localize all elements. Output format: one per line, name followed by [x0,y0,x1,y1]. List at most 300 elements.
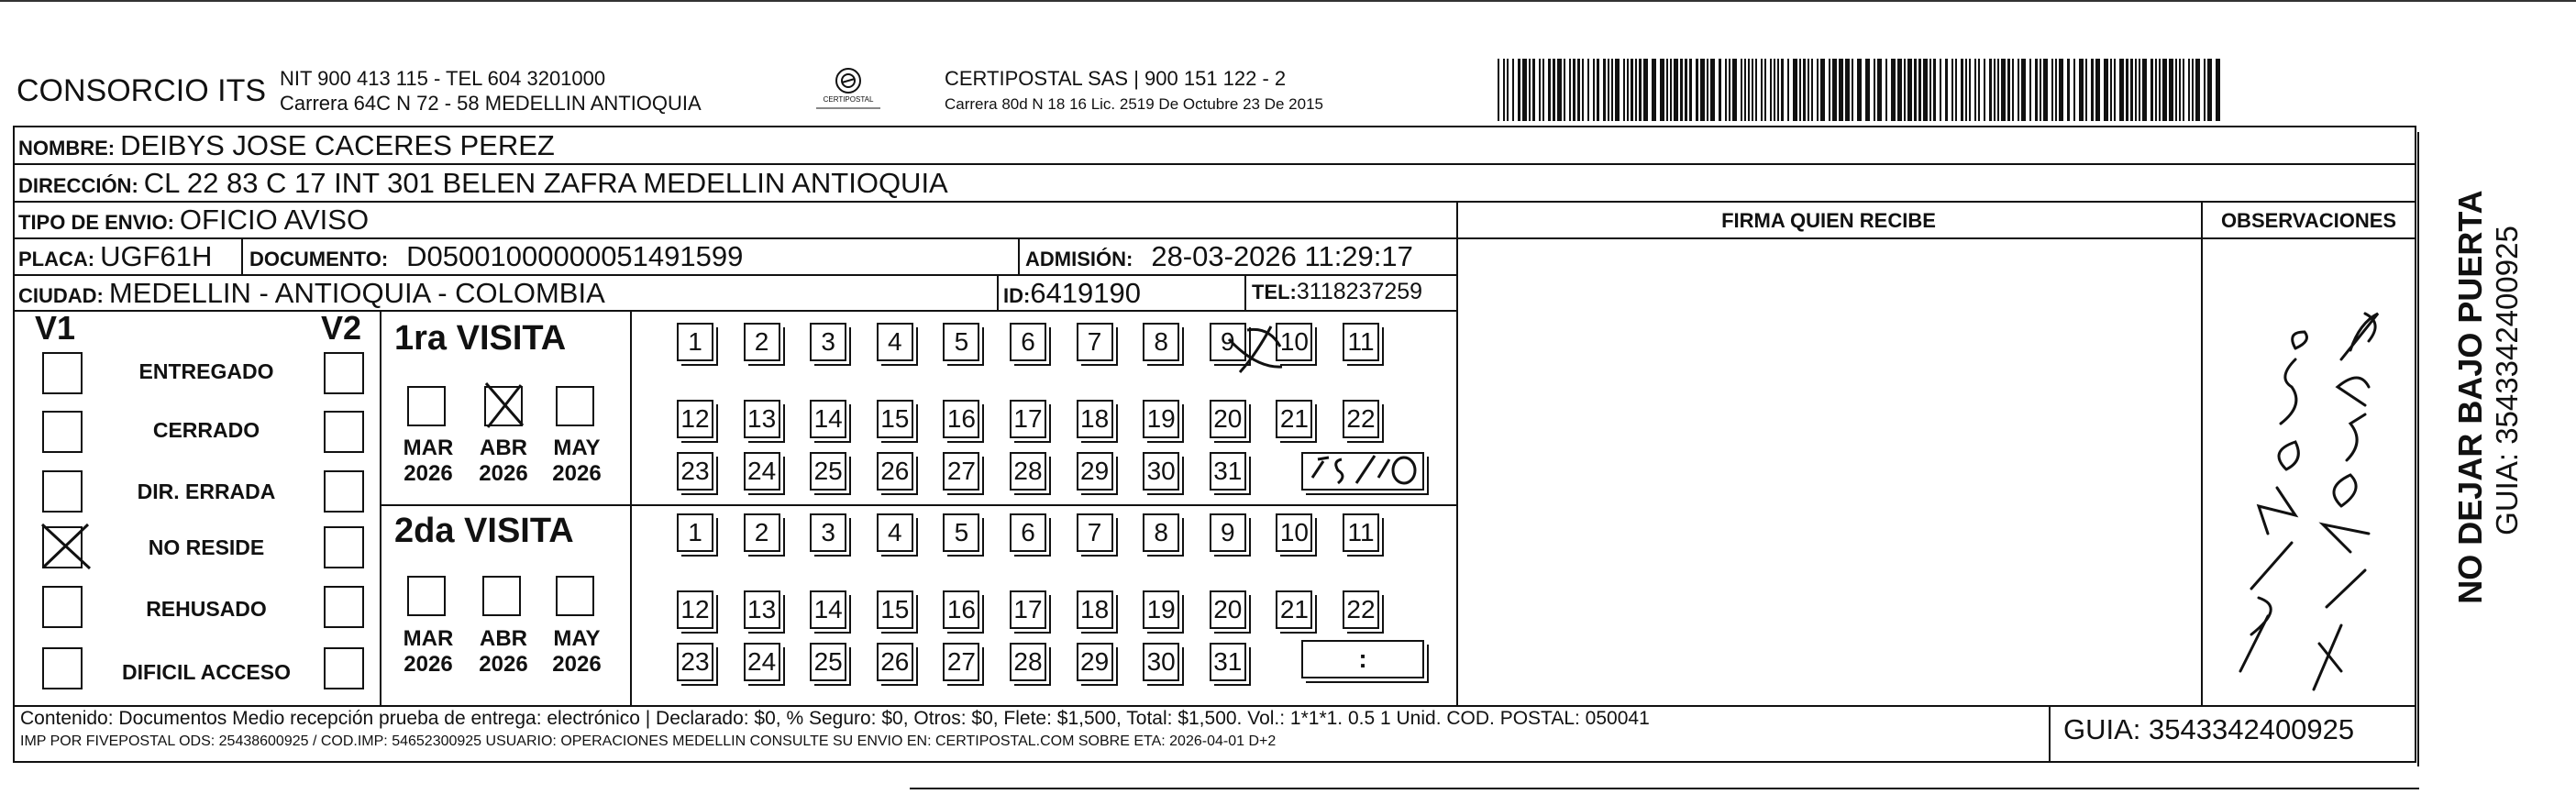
barcode-bar [1639,59,1642,121]
form-right-shadow [2417,132,2419,766]
visit1-day-21[interactable]: 21 [1276,400,1312,438]
status-entregado: ENTREGADO [138,359,274,383]
visit1-day-10[interactable]: 10 [1276,323,1312,361]
barcode-bar [1608,59,1609,121]
barcode-bar [1623,59,1625,121]
v2-checkbox-rehusado[interactable] [324,586,364,628]
barcode-bar [2204,59,2206,121]
barcode-bar [1529,59,1531,121]
visit1-day-8[interactable]: 8 [1143,323,1179,361]
visit1-day-23[interactable]: 23 [677,452,713,491]
visit2-day-28[interactable]: 28 [1010,643,1046,681]
barcode-bar [1577,59,1580,121]
barcode-bar [2119,59,2124,121]
barcode-bar [2018,59,2019,121]
barcode-bar [1635,59,1637,121]
visit2-day-13[interactable]: 13 [744,590,780,629]
barcode-bar [1553,59,1555,121]
barcode-bar [2035,59,2038,121]
visit-divider [380,504,1456,506]
v1-checkbox-dir-errada[interactable] [42,470,83,513]
barcode-bar [1874,59,1875,121]
plate-label: PLACA: [18,248,95,270]
tel-divider [1244,274,1246,310]
visit1-month-mar-checkbox[interactable] [407,386,446,426]
barcode-bar [1897,59,1902,121]
barcode-bar [2188,59,2190,121]
visit1-day-9[interactable]: 9 [1210,323,1246,361]
barcode-bar [1793,59,1797,121]
name-value: DEIBYS JOSE CACERES PEREZ [120,129,555,161]
barcode-bar [2192,59,2194,121]
barcode-bar [1597,59,1599,121]
id-label: ID: [1003,284,1031,307]
barcode-bar [1548,59,1551,121]
status-no-reside: NO RESIDE [148,535,265,559]
barcode-bar [1752,59,1753,121]
footer-guide-number: GUIA: 3543342400925 [2063,713,2355,745]
barcode-bar [1719,59,1721,121]
side-warning-text: NO DEJAR BAJO PUERTA [2451,190,2489,604]
visit2-day-14[interactable]: 14 [810,590,846,629]
certipostal-logo [807,64,890,116]
visit1-day-31[interactable]: 31 [1210,452,1246,491]
visit2-day-23[interactable]: 23 [677,643,713,681]
signature-col-line [1456,201,1458,705]
visit1-day-30[interactable]: 30 [1143,452,1179,491]
visit2-day-30[interactable]: 30 [1143,643,1179,681]
visit2-month-may-label: MAY 2026 [552,626,602,677]
barcode-bar [2216,59,2220,121]
visit2-day-12[interactable]: 12 [677,590,713,629]
barcode-bar [1744,59,1746,121]
barcode-bar [1755,59,1757,121]
visit2-day-18[interactable]: 18 [1077,590,1113,629]
visit2-title: 2da VISITA [394,512,574,550]
visit2-day-19[interactable]: 19 [1143,590,1179,629]
v1-checkbox-cerrado[interactable] [42,411,83,453]
barcode-bar [1781,59,1784,121]
barcode-bar [2079,59,2084,121]
visit2-day-17[interactable]: 17 [1010,590,1046,629]
barcode-bar [1627,59,1629,121]
visit1-day-28[interactable]: 28 [1010,452,1046,491]
visit2-month-abr-label: ABR 2026 [479,626,528,677]
barcode-bar [1764,59,1766,121]
barcode-bar [2029,59,2031,121]
barcode-bar [2104,59,2108,121]
visit1-day-2[interactable]: 2 [744,323,780,361]
barcode-bar [2007,59,2010,121]
v2-checkbox-entregado[interactable] [324,352,364,394]
status-col-line [380,310,381,705]
visit1-title: 1ra VISITA [394,319,567,358]
visit2-month-mar-label: MAR 2026 [403,626,454,677]
v2-checkbox-no-reside[interactable] [324,526,364,568]
visit2-day-6[interactable]: 6 [1010,513,1046,552]
barcode-bar [1829,59,1830,121]
visit2-time-box[interactable]: : [1301,640,1424,678]
barcode-bar [1845,59,1850,121]
barcode-bar [1710,59,1715,121]
form-bottom-shadow [910,788,2419,789]
barcode-bar [1503,59,1505,121]
id-value: 6419190 [1030,277,1142,309]
address-value: CL 22 83 C 17 INT 301 BELEN ZAFRA MEDELLIN ANTIOQUIA [143,167,948,199]
barcode-bar [2142,59,2147,121]
visit2-day-8[interactable]: 8 [1143,513,1179,552]
visit2-day-29[interactable]: 29 [1077,643,1113,681]
barcode-bar [2195,59,2200,121]
barcode-bar [1885,59,1887,121]
barcode-bar [1725,59,1727,121]
barcode-bar [1573,59,1575,121]
barcode-bar [1832,59,1837,121]
barcode-bar [1729,59,1730,121]
barcode-bar [1564,59,1565,121]
barcode-bar [1877,59,1882,121]
barcode-bar [2114,59,2116,121]
visit1-month-may-checkbox[interactable] [556,386,594,426]
visit2-day-25[interactable]: 25 [810,643,846,681]
company-name: CONSORCIO ITS [17,73,267,108]
barcode-bar [1961,59,1963,121]
barcode-bar [1557,59,1562,121]
name-label: NOMBRE: [18,137,116,160]
visit2-day-11[interactable]: 11 [1343,513,1379,552]
visit2-month-abr-checkbox[interactable] [482,576,521,616]
visit1-time-handwritten [1301,450,1424,489]
barcode-bar [1680,59,1683,121]
barcode-bar [1787,59,1789,121]
barcode-bar [1707,59,1708,121]
barcode-bar [1839,59,1843,121]
barcode-bar [1904,59,1906,121]
barcode-bar [1732,59,1737,121]
side-guide-text: GUIA: 3543342400925 [2490,226,2524,535]
visit1-month-abr-label: ABR 2026 [479,436,528,486]
v2-header: V2 [321,309,362,347]
visit1-day-26[interactable]: 26 [877,452,913,491]
visit2-day-16[interactable]: 16 [943,590,979,629]
v2-checkbox-dir-errada[interactable] [324,470,364,513]
row-line [13,237,2416,239]
barcode-bar [1532,59,1535,121]
barcode-bar [1522,59,1527,121]
city-row [18,277,605,310]
visit2-day-21[interactable]: 21 [1276,590,1312,629]
carrier-line-2: Carrera 80d N 18 16 Lic. 2519 De Octubre 23 De 2015 [945,95,1323,113]
v1-checkbox-rehusado[interactable] [42,586,83,628]
barcode-bar [1852,59,1853,121]
footer-content-line: Contenido: Documentos Medio recepción prueba de entrega: electrónico | Declarado: $0, % Seguro: $0, Otros: $0, Flete: $1,500, Total: $1,500. Vol.: 1*1*1. 0.5 1 Unid. COD. POSTAL: 050041 [20,708,1650,729]
visit1-day-5[interactable]: 5 [943,323,979,361]
document-value: D05001000000051491599 [406,240,744,272]
admission-divider [1018,237,1020,274]
barcode-bar [2126,59,2128,121]
barcode-bar [1951,59,1953,121]
document-row [249,240,743,273]
visit2-day-26[interactable]: 26 [877,643,913,681]
barcode-bar [1603,59,1606,121]
visit2-month-may-checkbox[interactable] [556,576,594,616]
visit2-day-7[interactable]: 7 [1077,513,1113,552]
barcode-bar [2175,59,2177,121]
barcode-bar [2095,59,2100,121]
barcode-bar [2012,59,2014,121]
observations-header: OBSERVACIONES [2220,209,2397,232]
barcode-bar [2055,59,2057,121]
barcode-bar [1994,59,1996,121]
barcode-bar [1569,59,1571,121]
admission-row [1025,240,1413,273]
row-line [13,201,2416,203]
visit2-day-27[interactable]: 27 [943,643,979,681]
barcode-bar [1674,59,1678,121]
barcode-bar [2040,59,2041,121]
signature-header: FIRMA QUIEN RECIBE [1721,209,1936,232]
plate-value: UGF61H [100,240,213,272]
observations-col-line [2201,201,2203,705]
barcode-bar [1940,59,1941,121]
barcode-bar [2179,59,2181,121]
type-row [18,204,369,237]
footer-guide-divider [2049,705,2051,763]
status-cerrado: CERRADO [152,418,260,442]
barcode-bar [1611,59,1613,121]
barcode-bar [1631,59,1633,121]
barcode-bar [1808,59,1809,121]
barcode-bar [2169,59,2173,121]
barcode-bar [1666,59,1668,121]
visit2-day-22[interactable]: 22 [1343,590,1379,629]
barcode-bar [1820,59,1825,121]
id-row [1003,277,1141,310]
barcode-bar [1907,59,1912,121]
company-line-2: Carrera 64C N 72 - 58 MEDELLIN ANTIOQUIA [280,92,702,115]
barcode-bar [1978,59,1980,121]
day-cross-out-icon [1220,314,1293,381]
barcode-bar [1865,59,1870,121]
barcode-bar [1929,59,1931,121]
barcode-bar [2001,59,2006,121]
barcode-bar [1615,59,1620,121]
status-dificil-acceso: DIFICIL ACCESO [121,660,291,684]
v1-checkbox-entregado[interactable] [42,352,83,394]
barcode-bar [2051,59,2053,121]
barcode-bar [1741,59,1742,121]
address-label: DIRECCIÓN: [18,174,138,197]
barcode-bar [1761,59,1763,121]
visit2-day-1[interactable]: 1 [677,513,713,552]
visit1-day-24[interactable]: 24 [744,452,780,491]
barcode-bar [1582,59,1584,121]
company-line-1: NIT 900 413 115 - TEL 604 3201000 [280,67,606,90]
v1-checkbox-dificil-acceso[interactable] [42,647,83,689]
visit2-day-20[interactable]: 20 [1210,590,1246,629]
visit1-day-7[interactable]: 7 [1077,323,1113,361]
barcode-bar [1748,59,1750,121]
barcode-bar [1817,59,1819,121]
barcode-bar [1542,59,1544,121]
visit2-day-2[interactable]: 2 [744,513,780,552]
visit2-day-3[interactable]: 3 [810,513,846,552]
barcode-bar [2130,59,2133,121]
plate-row [18,240,212,273]
tel-value: 3118237259 [1296,279,1423,304]
name-row [18,129,555,162]
barcode-bar [2059,59,2063,121]
document-label: DOCUMENTO: [249,248,389,270]
visit1-month-may-label: MAY 2026 [552,436,602,486]
row-line [13,163,2416,165]
visit2-day-10[interactable]: 10 [1276,513,1312,552]
visit2-day-24[interactable]: 24 [744,643,780,681]
barcode-bar [1989,59,1992,121]
visit1-day-14[interactable]: 14 [810,400,846,438]
barcode-bar [1965,59,1967,121]
address-row [18,167,948,200]
visit1-day-19[interactable]: 19 [1143,400,1179,438]
barcode-bar [1689,59,1692,121]
barcode [1498,59,2225,121]
barcode-bar [2135,59,2137,121]
barcode-bar [1593,59,1595,121]
barcode-bar [1923,59,1928,121]
visit1-day-27[interactable]: 27 [943,452,979,491]
visit1-day-3[interactable]: 3 [810,323,846,361]
barcode-bar [2021,59,2026,121]
visit1-day-17[interactable]: 17 [1010,400,1046,438]
city-value: MEDELLIN - ANTIOQUIA - COLOMBIA [108,277,605,309]
barcode-bar [1891,59,1896,121]
visit2-day-5[interactable]: 5 [943,513,979,552]
barcode-bar [1777,59,1779,121]
barcode-bar [2139,59,2140,121]
visit1-month-mar-label: MAR 2026 [403,436,454,486]
observations-handwriting [2204,240,2415,703]
barcode-bar [2150,59,2153,121]
plate-divider [241,237,243,274]
signature-area[interactable] [1460,240,2199,703]
row-line [13,274,1456,276]
barcode-bar [1955,59,1957,121]
barcode-bar [2155,59,2157,121]
barcode-bar [1770,59,1772,121]
city-label: CIUDAD: [18,284,104,307]
barcode-bar [2073,59,2075,121]
barcode-bar [1507,59,1509,121]
v2-checkbox-cerrado[interactable] [324,411,364,453]
barcode-bar [1774,59,1775,121]
barcode-bar [1518,59,1520,121]
barcode-bar [1933,59,1936,121]
visit1-day-20[interactable]: 20 [1210,400,1246,438]
visit1-day-18[interactable]: 18 [1077,400,1113,438]
row-line [13,705,2416,707]
barcode-bar [2162,59,2167,121]
checkmark-x-icon [37,521,101,576]
visit1-day-12[interactable]: 12 [677,400,713,438]
visit2-day-4[interactable]: 4 [877,513,913,552]
visit1-day-22[interactable]: 22 [1343,400,1379,438]
visit1-day-15[interactable]: 15 [877,400,913,438]
barcode-bar [1685,59,1687,121]
barcode-bar [1974,59,1976,121]
barcode-bar [1498,59,1499,121]
visit2-day-31[interactable]: 31 [1210,643,1246,681]
barcode-bar [1945,59,1948,121]
admission-label: ADMISIÓN: [1025,248,1133,270]
month-col-line [630,310,632,705]
barcode-bar [1512,59,1514,121]
visit1-day-29[interactable]: 29 [1077,452,1113,491]
footer-print-line: IMP POR FIVEPOSTAL ODS: 25438600925 / COD.IMP: 54652300925 USUARIO: OPERACIONES MEDELLIN CONSULTE SU ENVIO EN: CERTIPOSTAL.COM SOBRE ETA: 2026-04-01 D+2 [20,733,1277,749]
barcode-bar [1969,59,1971,121]
barcode-bar [2110,59,2112,121]
status-rehusado: REHUSADO [146,597,267,621]
barcode-bar [2207,59,2212,121]
top-edge-line [0,0,2576,2]
visit1-day-16[interactable]: 16 [943,400,979,438]
barcode-bar [1660,59,1664,121]
barcode-bar [2159,59,2161,121]
v2-checkbox-dificil-acceso[interactable] [324,647,364,689]
barcode-bar [2183,59,2184,121]
visit1-day-25[interactable]: 25 [810,452,846,491]
status-dir-errada: DIR. ERRADA [137,480,276,503]
visit1-day-13[interactable]: 13 [744,400,780,438]
barcode-bar [1670,59,1672,121]
visit1-day-11[interactable]: 11 [1343,323,1379,361]
tel-label: TEL: [1252,281,1297,303]
barcode-bar [1803,59,1806,121]
barcode-bar [1696,59,1698,121]
barcode-bar [1799,59,1801,121]
visit1-day-6[interactable]: 6 [1010,323,1046,361]
v1-header: V1 [35,309,76,347]
visit2-day-9[interactable]: 9 [1210,513,1246,552]
barcode-bar [1984,59,1985,121]
barcode-bar [1700,59,1705,121]
visit1-day-1[interactable]: 1 [677,323,713,361]
barcode-bar [1857,59,1862,121]
checkmark-x-icon [481,380,536,435]
visit2-month-mar-checkbox[interactable] [407,576,446,616]
tel-row [1252,279,1422,305]
barcode-bar [2085,59,2087,121]
barcode-bar [1652,59,1656,121]
barcode-bar [1643,59,1648,121]
visit1-day-4[interactable]: 4 [877,323,913,361]
barcode-bar [1914,59,1917,121]
carrier-line-1: CERTIPOSTAL SAS | 900 151 122 - 2 [945,67,1287,90]
barcode-bar [2091,59,2094,121]
visit2-day-15[interactable]: 15 [877,590,913,629]
type-label: TIPO DE ENVIO: [18,211,174,234]
barcode-bar [1539,59,1541,121]
barcode-bar [2067,59,2070,121]
barcode-bar [1997,59,1999,121]
logo-text: CERTIPOSTAL [823,95,874,104]
barcode-bar [1587,59,1589,121]
barcode-bar [1811,59,1813,121]
admission-value: 28-03-2026 11:29:17 [1151,240,1413,272]
id-divider [997,274,999,310]
type-value: OFICIO AVISO [179,204,370,236]
barcode-bar [1918,59,1921,121]
barcode-bar [2043,59,2048,121]
